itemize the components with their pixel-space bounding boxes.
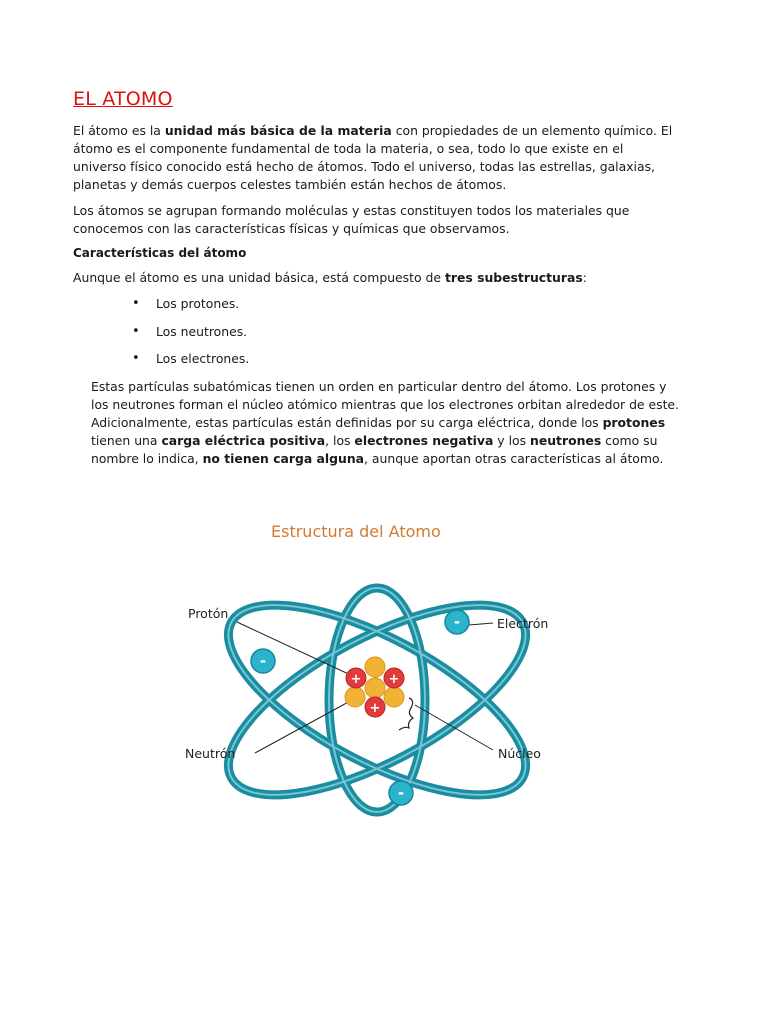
substructures-list [73, 295, 673, 368]
text-run: El átomo es la [73, 123, 165, 138]
minus-sign: - [453, 613, 461, 631]
figure-title: Estructura del Atomo [271, 522, 441, 541]
plus-sign: + [350, 672, 362, 687]
list-item: • Los protones. [156, 295, 673, 313]
text-run: como su nombre lo indica, [91, 432, 658, 466]
atom-diagram [175, 510, 575, 820]
label-electron: Electrón [497, 616, 549, 631]
document-page [73, 88, 679, 476]
neutron-particle [365, 657, 385, 677]
bold-run: electrones negativa [354, 432, 494, 448]
minus-sign: - [259, 652, 267, 670]
text-run: tienen una [91, 432, 162, 448]
intro-paragraph [73, 122, 673, 194]
label-nucleus: Núcleo [498, 746, 541, 761]
substructures-paragraph [73, 269, 673, 287]
neutron-particle [384, 687, 404, 707]
bold-run: tres subestructuras [444, 270, 583, 285]
section-heading: Características del átomo [73, 246, 247, 260]
neutron-particle [345, 687, 365, 707]
document-title: EL ATOMO [73, 88, 173, 110]
label-proton: Protón [188, 606, 229, 621]
bold-run: protones [602, 414, 666, 430]
neutron-particle [365, 678, 385, 698]
text-run: , aunque aportan otras características al átomo. [364, 450, 664, 466]
bold-run: no tienen carga alguna [202, 450, 365, 466]
text-run: , los [325, 432, 355, 448]
text-run: Aunque el átomo es una unidad básica, está compuesto de [73, 270, 445, 285]
bold-run: neutrones [530, 432, 602, 448]
molecules-paragraph: Los átomos se agrupan formando moléculas y estas constituyen todos los materiales que conocemos con las características físicas y químicas que observamos. [73, 203, 630, 236]
label-neutron: Neutrón [185, 746, 236, 761]
nucleus [345, 657, 404, 717]
plus-sign: + [388, 672, 400, 687]
text-run: Estas partículas subatómicas tienen un orden en particular dentro del átomo. Los protones y los neutrones forman el núcleo atómico mientras que los electrones orbitan alrededor de este. Adicionalmente, estas partículas están definidas por su carga eléctrica, donde los [91, 378, 679, 430]
minus-sign: - [397, 784, 405, 802]
particles-paragraph [91, 378, 681, 468]
list-item: • Los neutrones. [156, 323, 673, 341]
atom-structure-figure [175, 510, 575, 820]
list-item: • Los electrones. [156, 350, 673, 368]
text-run: : [582, 270, 587, 285]
electron-leader-line [469, 623, 493, 625]
text-run: y los [493, 432, 530, 448]
text-run: con propiedades de un elemento químico. El átomo es el componente fundamental de toda la materia, o sea, todo lo que existe en el universo físico conocido está hecho de átomos. Todo el universo, todas las estrellas, galaxias, planetas y demás cuerpos celestes también están hechos de átomos. [73, 123, 673, 192]
plus-sign: + [369, 701, 381, 716]
bold-run: carga eléctrica positiva [161, 432, 326, 448]
bold-run: unidad más básica de la materia [164, 123, 392, 138]
